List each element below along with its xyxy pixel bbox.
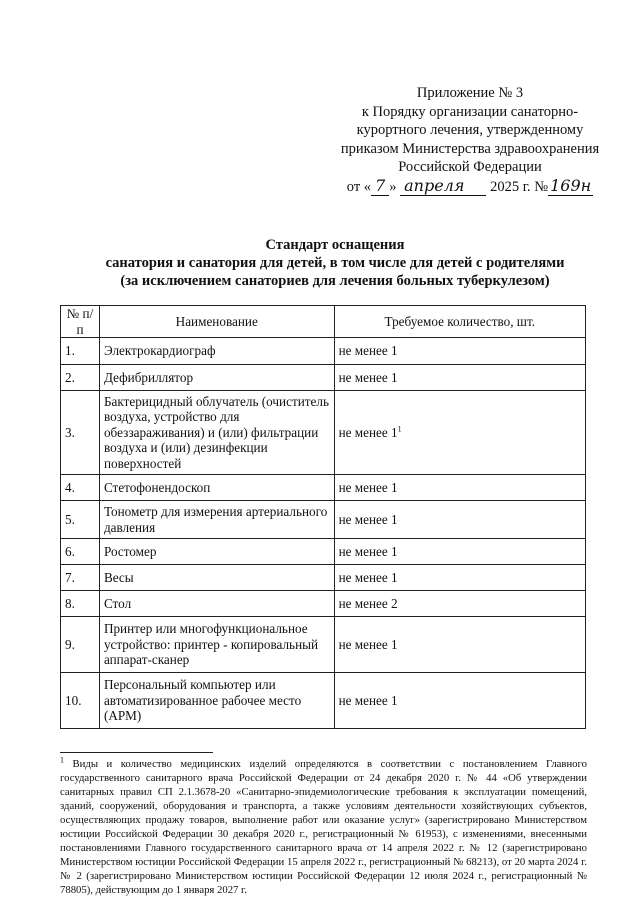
table-row bbox=[61, 475, 586, 501]
row-number: 8. bbox=[61, 591, 100, 617]
table-row bbox=[61, 365, 586, 391]
row-quantity: не менее 2 bbox=[334, 591, 585, 617]
handwritten-month: апреля bbox=[400, 177, 486, 197]
row-name: Принтер или многофункциональное устройство: принтер - копировальный аппарат-сканер bbox=[99, 617, 334, 673]
appendix-line: Российской Федерации bbox=[398, 159, 542, 175]
table-header-row bbox=[61, 306, 586, 338]
row-name: Бактерицидный облучатель (очиститель воздуха, устройство для обеззараживания) и (или) фильтрации воздуха и (или) дезинфекции поверхностей bbox=[99, 391, 334, 475]
footnote-text: Виды и количество медицинских изделий определяются в соответствии с постановлением Главного государственного санитарного врача Российской Федерации от 24 декабря 2020 г. № 44 «Об утверждении санитарных правил СП 2.1.3678-20 «Санитарно-эпидемиологические требования к эксплуатации помещений, зданий, сооружений, оборудования и транспорта, а также условиям деятельности хозяйствующих субъектов, осуществляющих продажу товаров, выполнение работ или оказание услуг» (зарегистрировано Министерством юстиции Российской Федерации 30 декабря 2020 г., регистрационный № 61953), с изменениями, внесенными постановлениями Главного государственного санитарного врача от 14 апреля 2022 г. № 12 (зарегистрировано Министерством юстиции Российской Федерации 15 апреля 2022 г., регистрационный № 68213), от 20 марта 2024 г. № 2 (зарегистрировано Министерством юстиции Российской Федерации 12 июля 2024 г., регистрационный № 78805), действующим до 1 января 2027 г. bbox=[60, 758, 587, 896]
equipment-table bbox=[60, 305, 586, 729]
appendix-line: к Порядку организации санаторно- bbox=[361, 103, 579, 120]
footnote-mark: 1 bbox=[60, 755, 64, 765]
row-number: 5. bbox=[61, 501, 100, 539]
row-number: 9. bbox=[61, 617, 100, 673]
footnote bbox=[60, 757, 587, 897]
footnote-divider bbox=[60, 752, 213, 753]
header-quantity: Требуемое количество, шт. bbox=[334, 306, 585, 338]
row-number: 1. bbox=[61, 338, 100, 365]
appendix-header bbox=[320, 84, 620, 196]
date-mid: » bbox=[389, 178, 397, 195]
date-year: 2025 г. № bbox=[490, 178, 549, 195]
date-prefix: от « bbox=[346, 178, 372, 195]
handwritten-order-number: 169н bbox=[550, 175, 592, 195]
row-quantity: не менее 1 bbox=[334, 617, 585, 673]
row-quantity: не менее 1 bbox=[334, 338, 585, 365]
row-number: 6. bbox=[61, 539, 100, 565]
header-name: Наименование bbox=[99, 306, 334, 338]
table-row bbox=[61, 391, 586, 475]
appendix-line: Приложение № 3 bbox=[416, 85, 524, 101]
row-quantity-cell bbox=[334, 391, 585, 475]
row-number: 10. bbox=[61, 673, 100, 729]
table-row bbox=[61, 617, 586, 673]
row-name: Электрокардиограф bbox=[99, 338, 334, 365]
row-name: Стетофонендоскоп bbox=[99, 475, 334, 501]
row-number: 7. bbox=[61, 565, 100, 591]
appendix-line: приказом Министерства здравоохранения bbox=[340, 140, 600, 157]
row-quantity: не менее 1 bbox=[334, 365, 585, 391]
table-row bbox=[61, 673, 586, 729]
title-line-2: санатория и санатория для детей, в том числе для детей с родителями bbox=[105, 255, 565, 271]
row-name: Тонометр для измерения артериального давления bbox=[99, 501, 334, 539]
row-quantity: не менее 1 bbox=[334, 673, 585, 729]
row-quantity: не менее 1 bbox=[334, 475, 585, 501]
table-row bbox=[61, 565, 586, 591]
row-name: Весы bbox=[99, 565, 334, 591]
row-number: 4. bbox=[61, 475, 100, 501]
order-date-line bbox=[320, 177, 620, 197]
handwritten-day: 7 bbox=[371, 177, 389, 197]
table-row bbox=[61, 338, 586, 365]
row-quantity: не менее 1 bbox=[334, 501, 585, 539]
row-quantity: не менее 1 bbox=[334, 539, 585, 565]
row-quantity: не менее 1 bbox=[338, 424, 398, 440]
row-number: 2. bbox=[61, 365, 100, 391]
row-number: 3. bbox=[61, 391, 100, 475]
row-name: Ростомер bbox=[99, 539, 334, 565]
table-row bbox=[61, 591, 586, 617]
row-name: Стол bbox=[99, 591, 334, 617]
row-quantity: не менее 1 bbox=[334, 565, 585, 591]
row-name: Дефибриллятор bbox=[99, 365, 334, 391]
table-row bbox=[61, 501, 586, 539]
row-name: Персональный компьютер или автоматизированное рабочее место (АРМ) bbox=[99, 673, 334, 729]
title-line-1: Стандарт оснащения bbox=[265, 237, 405, 253]
table-row bbox=[61, 539, 586, 565]
header-number: № п/п bbox=[61, 306, 100, 338]
title-line-3: (за исключением санаториев для лечения больных туберкулезом) bbox=[120, 273, 550, 289]
appendix-line: курортного лечения, утвержденному bbox=[356, 122, 584, 138]
footnote-reference[interactable]: 1 bbox=[397, 424, 402, 434]
document-title bbox=[40, 236, 630, 290]
